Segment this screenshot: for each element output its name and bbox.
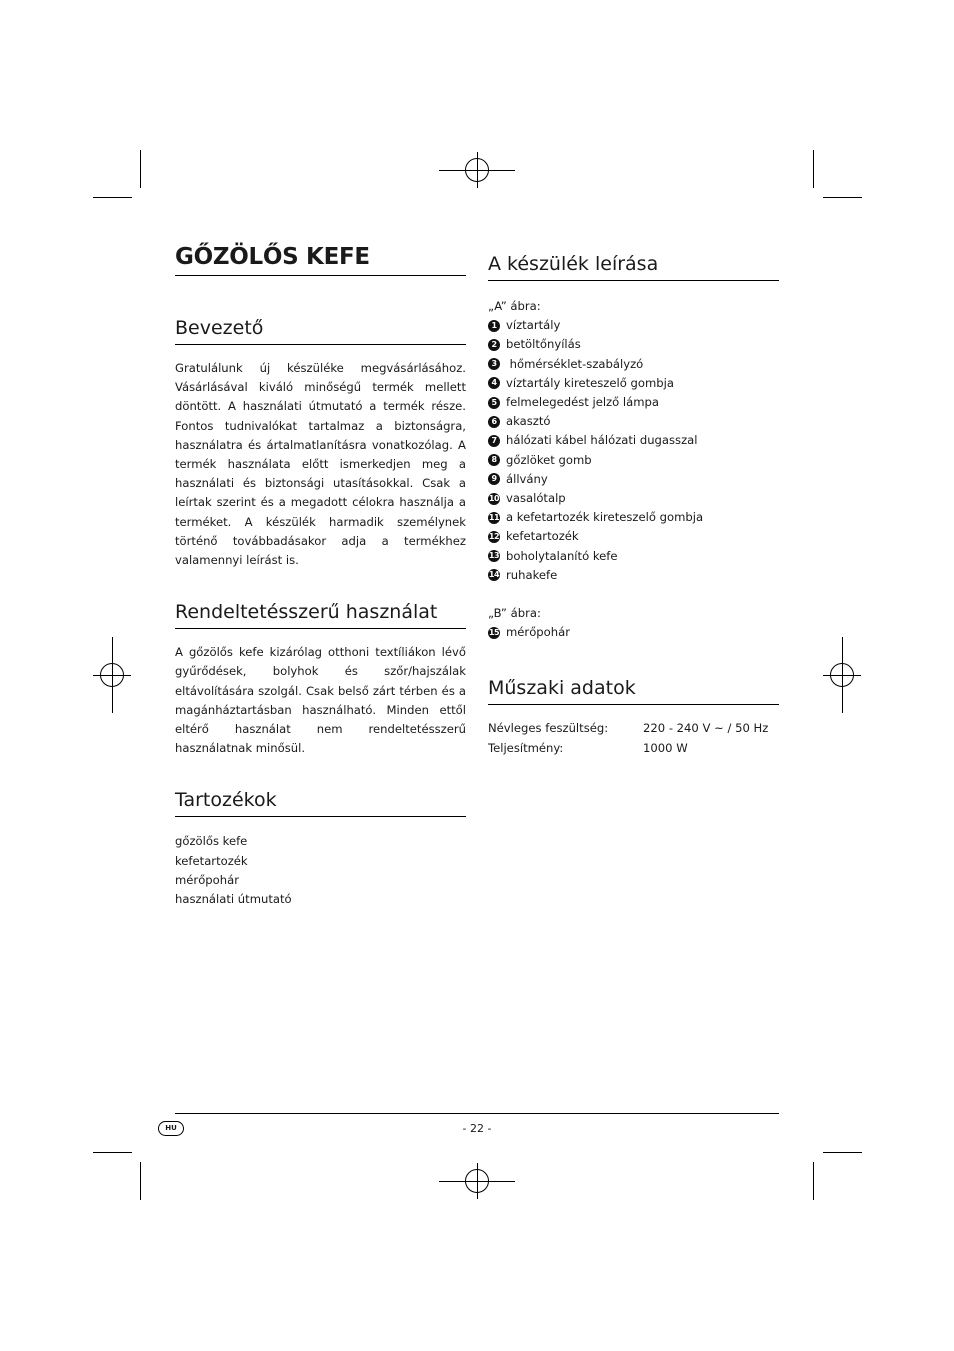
number-badge: 7 [488,435,500,447]
number-badge: 6 [488,416,500,428]
list-item [488,316,779,335]
list-item [488,451,779,470]
left-column [175,240,466,909]
list-item: gőzölős kefe [175,834,248,849]
list-item-label: hálózati kábel hálózati dugasszal [506,433,698,448]
crop-mark [93,197,132,198]
language-badge: HU [158,1121,184,1136]
footer-rule [175,1113,779,1114]
section-heading-specs: Műszaki adatok [488,674,779,705]
number-badge: 13 [488,551,500,561]
section-heading-description: A készülék leírása [488,250,779,281]
number-badge: 8 [488,454,500,466]
list-item-label: boholytalanító kefe [506,548,618,563]
list-item-label: felmelegedést jelző lámpa [506,395,659,410]
spec-key: Teljesítmény: [488,740,564,755]
number-badge: 5 [488,397,500,409]
number-badge: 2 [488,339,500,351]
list-item: mérőpohár [175,872,239,887]
list-item [488,547,779,566]
list-item-label: gőzlöket gomb [506,452,592,467]
list-item-label: a kefetartozék kireteszelő gombja [506,510,704,525]
number-badge: 1 [488,320,500,332]
list-item-label: állvány [506,471,548,486]
number-badge: 9 [488,473,500,485]
parts-list [488,316,779,585]
registration-circle [830,663,854,687]
number-badge: 15 [488,627,500,637]
number-badge: 4 [488,377,500,389]
list-item [488,508,779,527]
number-badge: 14 [488,570,500,580]
parts-list-b [488,623,779,642]
number-badge: 11 [488,512,500,522]
section-heading-accessories: Tartozékok [175,786,466,817]
spec-value: 1000 W [643,740,688,755]
list-item-label: kefetartozék [506,529,579,544]
list-item-label: mérőpohár [506,625,570,640]
list-item [488,374,779,393]
list-item [488,355,779,374]
figure-a-label: „A” ábra: [488,299,541,313]
spec-value: 220 - 240 V ~ / 50 Hz [643,721,769,736]
list-item-label: vasalótalp [506,491,566,506]
list-item-label: víztartály kireteszelő gombja [506,375,674,390]
crop-mark [813,150,814,188]
crop-mark [823,197,862,198]
list-item [488,623,779,642]
list-item: kefetartozék [175,853,248,868]
list-item: használati útmutató [175,892,292,907]
accessories-list [175,832,466,909]
spec-key: Névleges feszültség: [488,721,609,736]
intro-text: Gratulálunk új készüléke megvásárlásához. Vásárlásával kiváló minőségű termék mellett döntött. A használati útmutató a termék része. Fontos tudnivalókat tartalmaz a biztonságra, használatra és ártalmatlanításra vonatkozólag. A termék használata előtt ismerkedjen meg a használati és biztonsági utasításokkal. Csak a leírtak szerint és a megadott célokra használja a terméket. A készülék harmadik személynek történő továbbadásakor adja a termékhez valamennyi leírást is. [175,361,466,568]
crop-mark [140,150,141,188]
list-item [488,489,779,508]
list-item-label: ruhakefe [506,567,558,582]
list-item-label: akasztó [506,414,551,429]
list-item-label: víztartály [506,318,561,333]
number-badge: 3 [488,358,500,370]
list-item [488,335,779,354]
list-item [488,527,779,546]
right-column [488,250,779,758]
specs-table [488,719,779,757]
registration-circle [100,663,124,687]
number-badge: 12 [488,532,500,542]
section-heading-intended-use: Rendeltetésszerű használat [175,598,466,629]
registration-circle [465,1169,489,1193]
list-item [488,470,779,489]
figure-b-label: „B” ábra: [488,606,541,621]
crop-mark [93,1152,132,1153]
spec-row [488,739,779,758]
registration-circle [465,158,489,182]
number-badge: 10 [488,493,500,503]
list-item [488,393,779,412]
list-item-label: betöltőnyílás [506,337,581,352]
document-title: GŐZÖLŐS KEFE [175,240,466,276]
crop-mark [823,1152,862,1153]
section-heading-intro: Bevezető [175,314,466,345]
list-item [488,412,779,431]
list-item-label: hőmérséklet-szabályzó [506,356,644,371]
spec-row [488,719,779,738]
crop-mark [140,1162,141,1200]
crop-mark [813,1162,814,1200]
intended-use-text: A gőzölős kefe kizárólag otthoni textíliákon lévő gyűrődések, bolyhok és szőr/hajszálak eltávolítására szolgál. Csak belső zárt térben és a magánháztartásban használható. Minden ettől eltérő használat nem rendeltetésszerű használatnak minősül. [175,645,466,756]
list-item [488,431,779,450]
list-item [488,566,779,585]
page-number: - 22 - [462,1122,492,1135]
